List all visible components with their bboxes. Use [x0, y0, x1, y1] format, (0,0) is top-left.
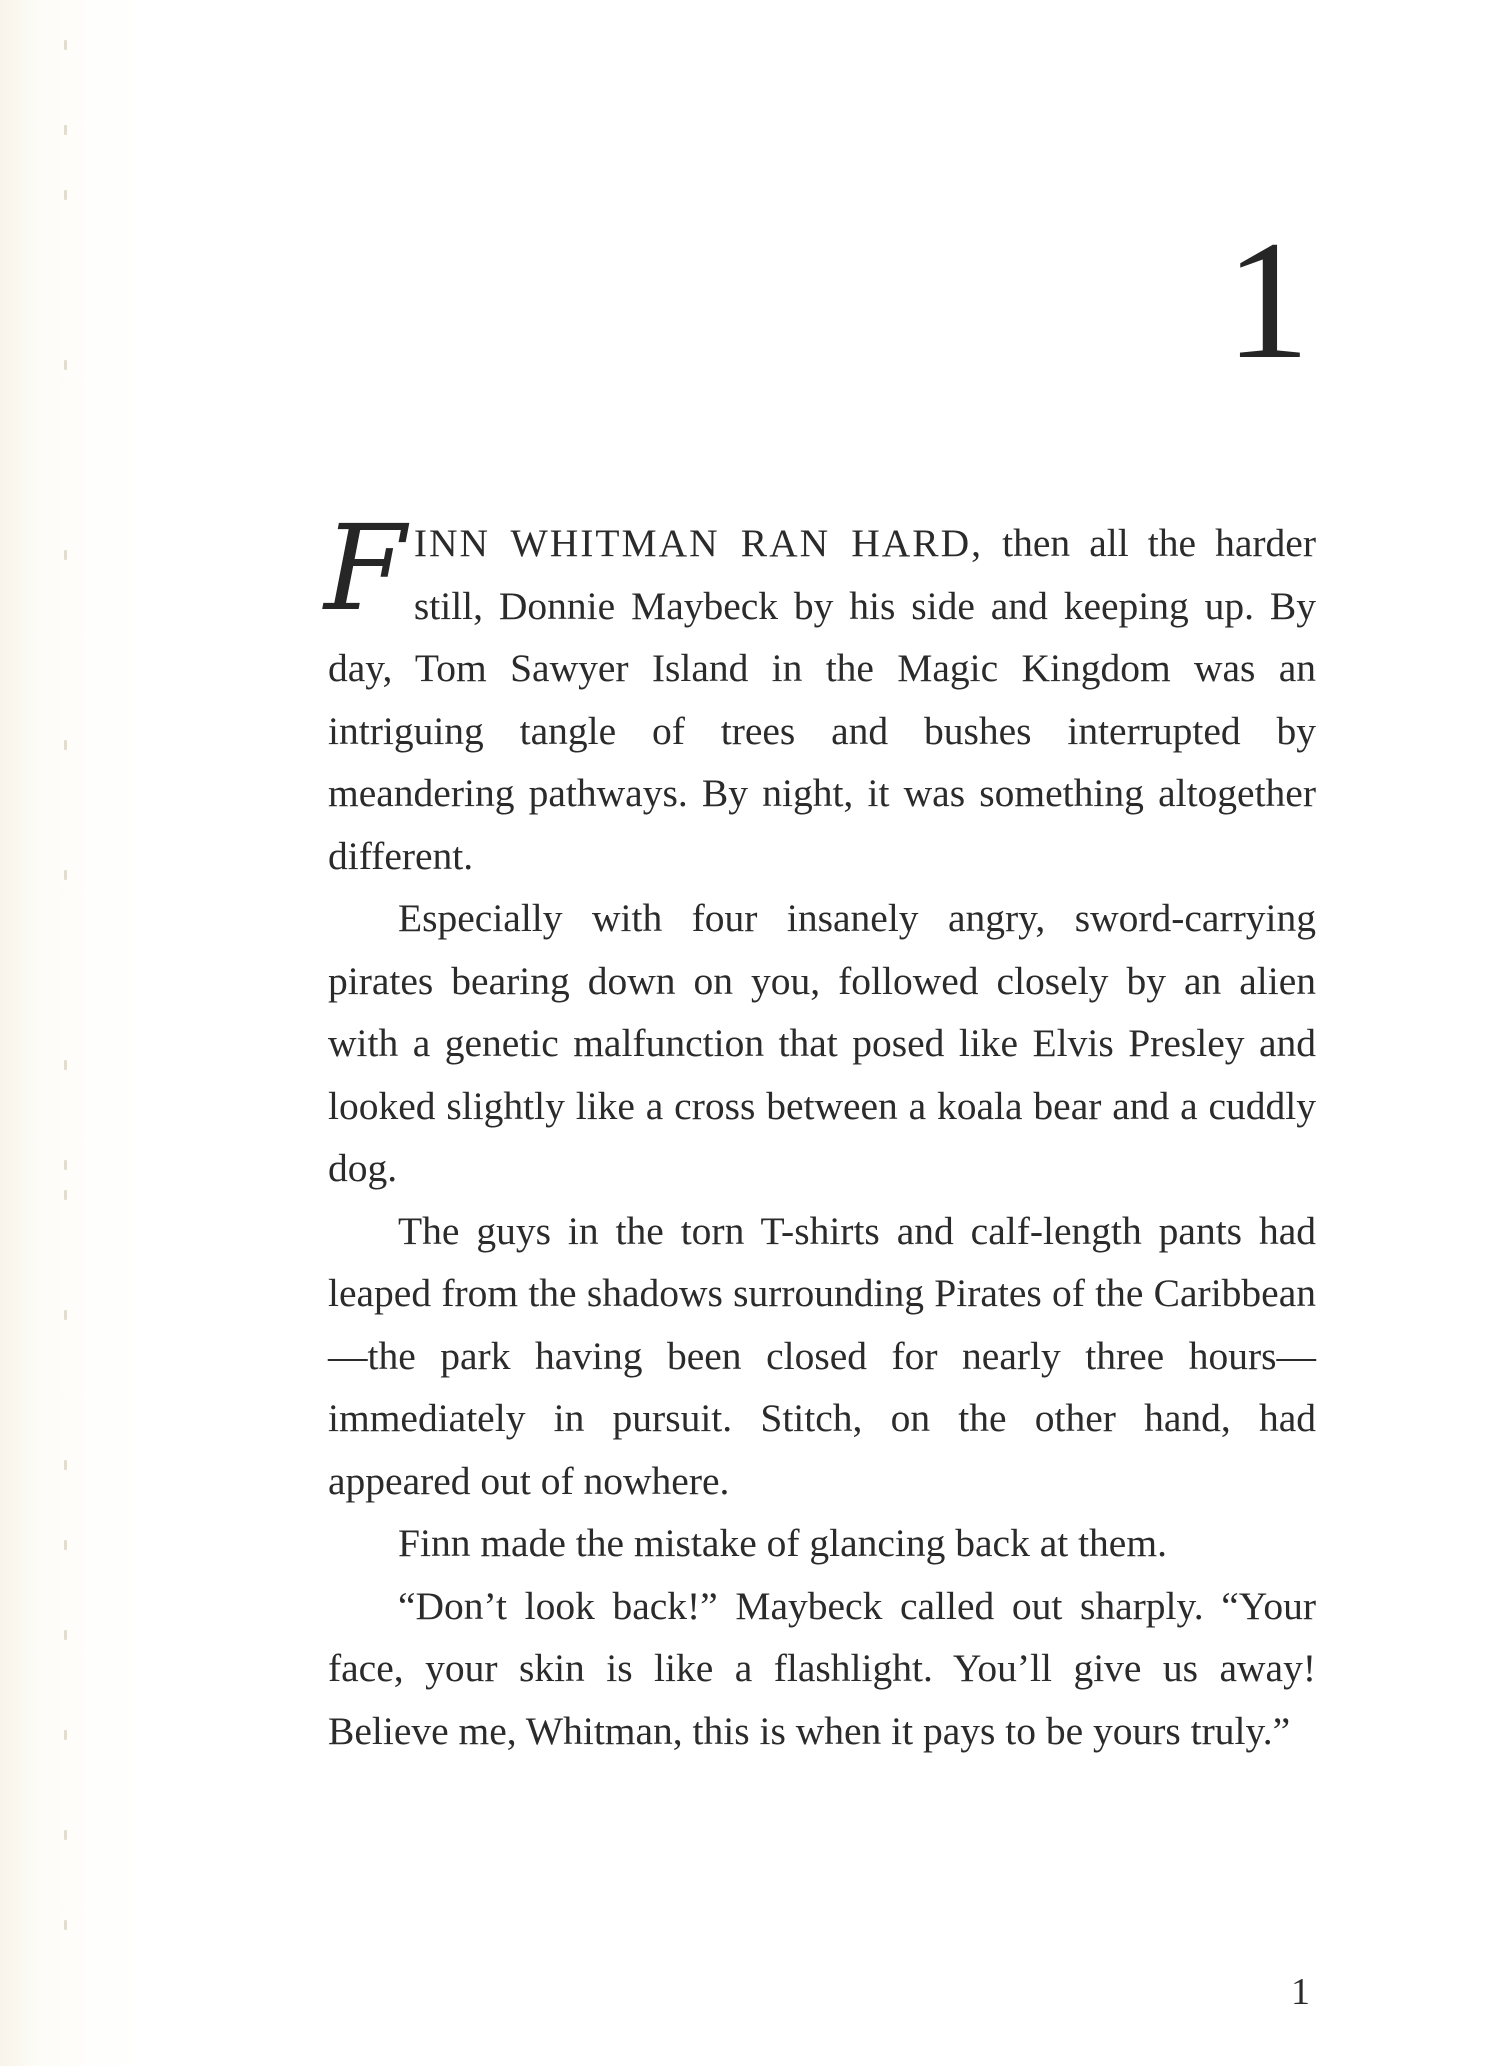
body-paragraph: Finn made the mistake of glancing back at them. [398, 1521, 1167, 1565]
body-paragraph: “Don’t look back!” Maybeck called out sharply. “Your face, your skin is like a flashlight. You’ll give us away! Believe me, Whitman, this is when it pays to be yours truly.” [328, 1583, 1316, 1753]
body-paragraph: Especially with four insanely angry, sword-carrying pirates bearing down on you, followed closely by an alien with a genetic malfunction that posed like Elvis Presley and looked slightly like a cross between a koala bear and a cuddly dog. [328, 896, 1316, 1190]
lead-in-small-caps: INN WHITMAN RAN HARD, [413, 521, 984, 565]
page-binding-edge [60, 30, 74, 2030]
opening-paragraph-text: then all the harder still, Donnie Maybeck by his side and keeping up. By day, Tom Sawyer Island in the Magic Kingdom was an intriguing tangle of trees and bushes interrupted by meandering pathways. By night, it was something altogether different. [328, 521, 1316, 878]
body-paragraph: The guys in the torn T-shirts and calf-length pants had leaped from the shadows surrounding Pirates of the Caribbean—the park having been closed for nearly three hours—immediately in pursuit. Stitch, on the other hand, had appeared out of nowhere. [328, 1208, 1316, 1503]
drop-cap: F [324, 499, 406, 637]
opening-paragraph [324, 499, 1316, 887]
chapter-number: 1 [1225, 206, 1310, 394]
page-number: 1 [1291, 1971, 1310, 2013]
chapter-body-text [324, 499, 1316, 1762]
